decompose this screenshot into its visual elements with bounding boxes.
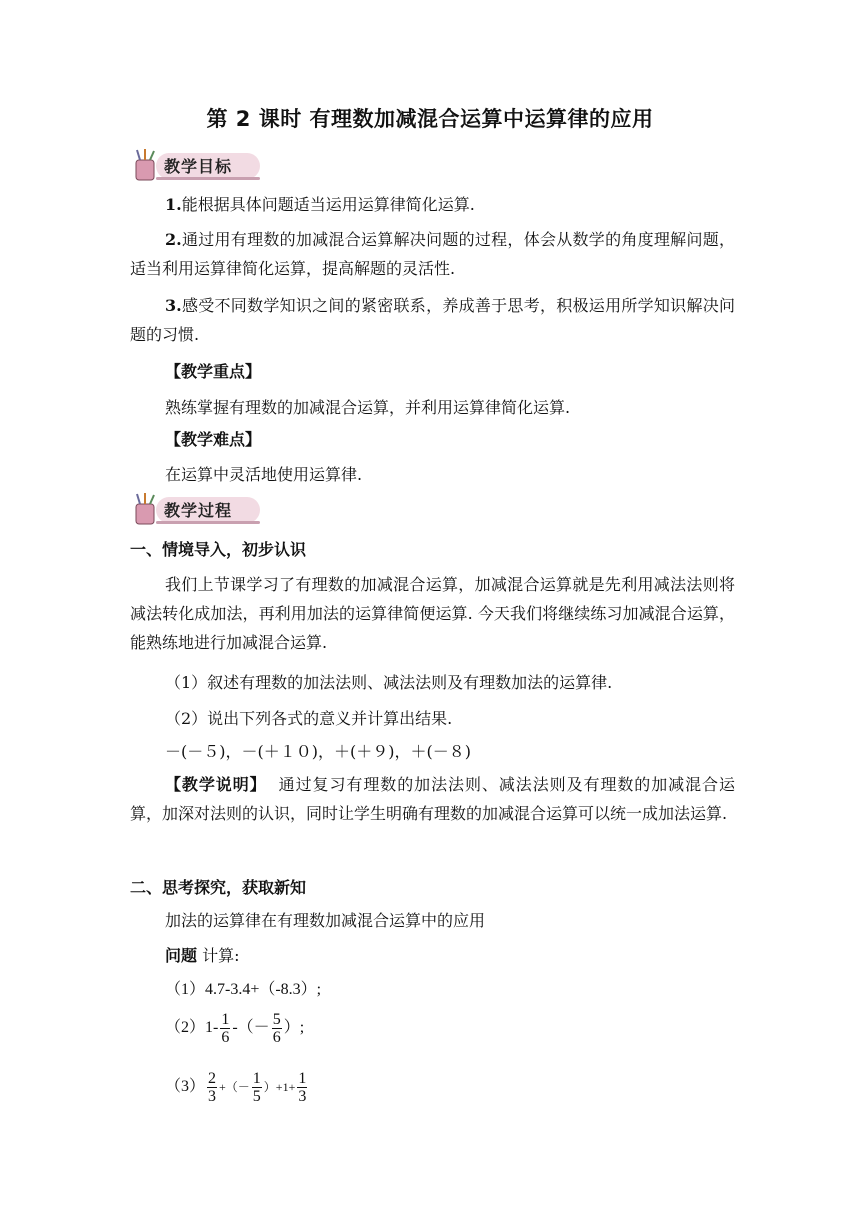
fraction: $\frac{2}{3}$: [208, 1070, 217, 1105]
part1-question-2: （2）说出下列各式的意义并计算出结果.: [165, 709, 453, 728]
objective-item-2: 2.通过用有理数的加减混合运算解决问题的过程，体会从数学的角度理解问题，适当利用运算律简化运算，提高解题的灵活性.: [130, 230, 735, 278]
fraction: $\frac{1}{3}$: [298, 1070, 307, 1105]
fraction: $\frac{1}{6}$: [221, 1011, 230, 1046]
teaching-note-label: 【教学说明】: [165, 775, 267, 794]
part1-expression: －(－５)，－(＋１０)，＋(＋９)，＋(－８): [165, 742, 471, 761]
part1-heading: 一、情境导入，初步认识: [130, 540, 307, 559]
problem-line: 问题 计算:: [165, 946, 240, 965]
page-title: 第 2 课时 有理数加减混合运算中运算律的应用: [206, 107, 654, 131]
difficult-point-heading: 【教学难点】: [165, 430, 262, 449]
fraction: $\frac{5}{6}$: [272, 1011, 281, 1046]
section-badge-label: 教学过程: [164, 501, 233, 520]
problem-label: 问题: [165, 946, 198, 965]
key-point-heading: 【教学重点】: [165, 362, 262, 381]
part1-paragraph: 我们上节课学习了有理数的加减混合运算，加减混合运算就是先利用减法法则将减法转化成加法，再利用加法的运算律简便运算. 今天我们将继续练习加减混合运算，能熟练地进行加减混合运算.: [130, 575, 735, 652]
part2-heading: 二、思考探究，获取新知: [130, 878, 307, 897]
part1-teaching-note: 【教学说明】 通过复习有理数的加法法则、减法法则及有理数的加减混合运算，加深对法则的认识，同时让学生明确有理数的加减混合运算可以统一成加法运算.: [130, 775, 735, 823]
fraction: $\frac{1}{5}$: [252, 1070, 261, 1105]
section-badge-objectives: [128, 148, 262, 184]
exercise-3: （3） $\frac{2}{3}$ +（－ $\frac{1}{5}$ ）+1+ $\frac{1}{3}$: [165, 1070, 307, 1105]
part1-question-1: （1）叙述有理数的加法法则、减法法则及有理数加法的运算律.: [165, 673, 613, 692]
key-point-text: 熟练掌握有理数的加减混合运算，并利用运算律简化运算.: [165, 398, 571, 417]
exercise-1: （1）4.7-3.4+（-8.3）;: [165, 981, 322, 998]
part2-subheading: 加法的运算律在有理数加减混合运算中的应用: [165, 911, 486, 930]
section-badge-process: [128, 492, 262, 528]
exercise-2: （2）1- $\frac{1}{6}$ -（－ $\frac{5}{6}$ ）;: [165, 1011, 305, 1046]
objective-item-3: 3.感受不同数学知识之间的紧密联系，养成善于思考，积极运用所学知识解决问题的习惯.: [130, 296, 735, 344]
objective-item-1: 1.能根据具体问题适当运用运算律简化运算.: [165, 195, 475, 214]
section-badge-label: 教学目标: [164, 157, 233, 176]
difficult-point-text: 在运算中灵活地使用运算律.: [165, 465, 363, 484]
